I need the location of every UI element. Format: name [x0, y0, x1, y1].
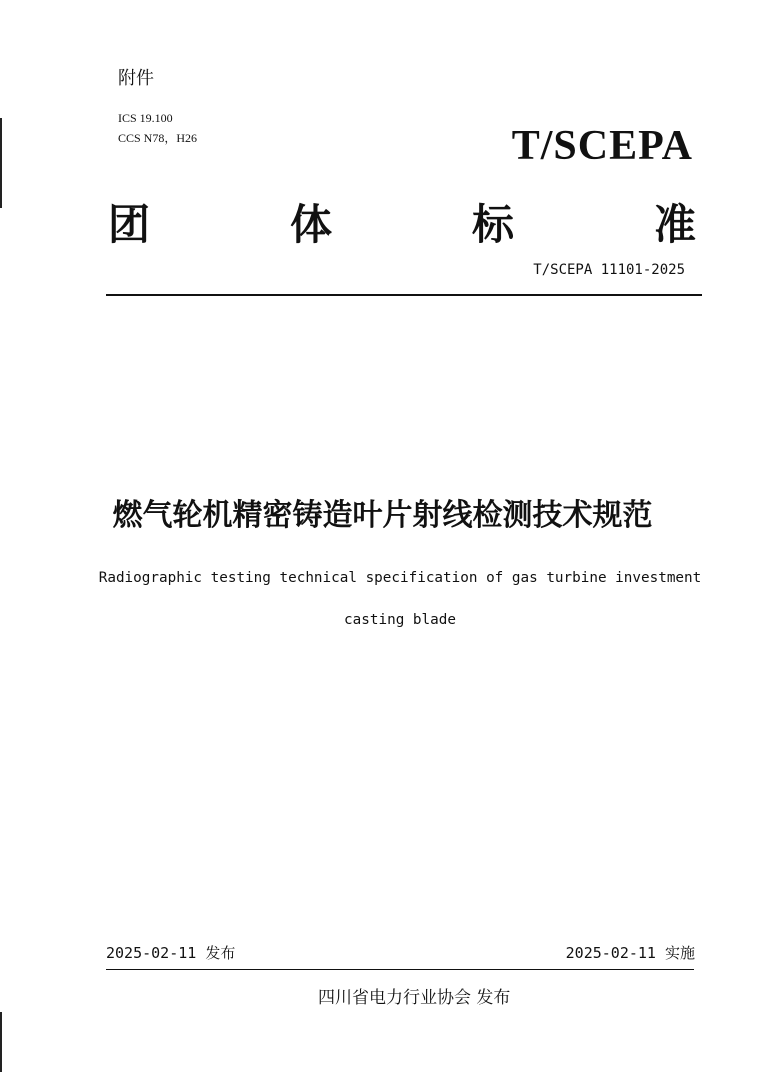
scan-edge-mark: [0, 1012, 2, 1072]
standard-type-char: 团: [108, 200, 151, 249]
standard-type-char: 体: [289, 200, 332, 249]
standard-brand-code: T/SCEPA: [511, 123, 693, 169]
standard-type-char: 标: [471, 200, 514, 249]
header-divider: [106, 294, 702, 296]
issuer: 四川省电力行业协会 发布: [318, 988, 511, 1008]
standard-type-char: 准: [653, 200, 696, 249]
standard-type-heading: [108, 192, 696, 252]
title-chinese: 燃气轮机精密铸造叶片射线检测技术规范: [112, 498, 653, 533]
ics-code: ICS 19.100: [118, 111, 173, 125]
ccs-code: CCS N78，H26: [118, 131, 198, 145]
scan-edge-mark: [0, 118, 2, 208]
publish-date: 2025-02-11 发布: [106, 944, 236, 962]
implement-date: 2025-02-11 实施: [565, 944, 695, 962]
title-english-line1: Radiographic testing technical specification of gas turbine investment: [98, 570, 702, 586]
attachment-label: 附件: [118, 68, 154, 89]
standard-number: T/SCEPA 11101-2025: [533, 262, 685, 278]
title-english-line2: casting blade: [344, 612, 456, 628]
classification-codes: [118, 108, 197, 148]
footer-divider: [106, 969, 694, 970]
